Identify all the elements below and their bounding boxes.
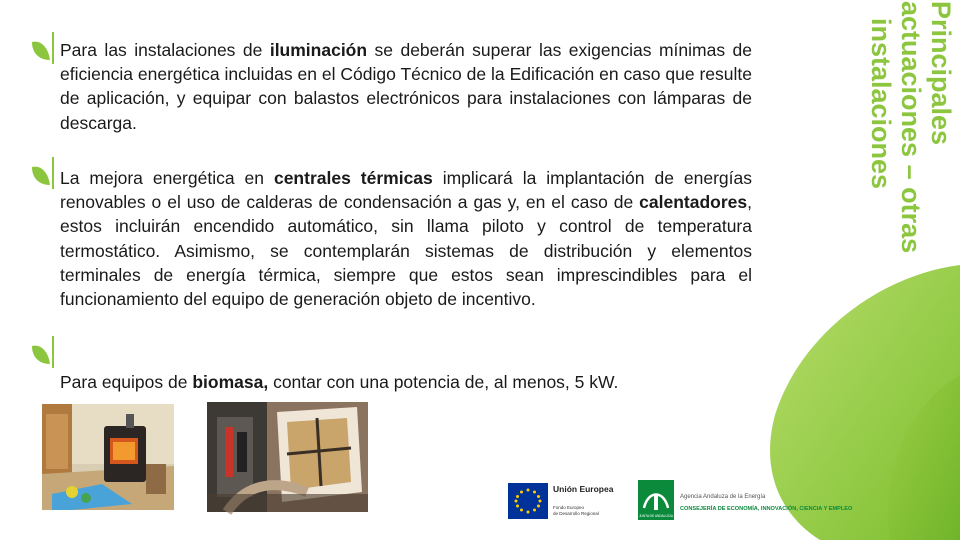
photo-pellet-stove xyxy=(42,404,174,510)
side-title-line3: instalaciones xyxy=(866,18,896,190)
paragraph-iluminacion xyxy=(60,38,752,135)
bold-term: centrales térmicas xyxy=(273,168,433,188)
text: Para equipos de xyxy=(60,372,193,392)
bold-term: biomasa, xyxy=(192,372,269,392)
junta-andalucia-logo xyxy=(638,480,853,522)
side-title xyxy=(845,0,956,265)
ministry-name: CONSEJERÍA DE ECONOMÍA, INNOVACIÓN, CIENCIA Y EMPLEO xyxy=(680,506,853,512)
eu-sub1: Fondo Europeo xyxy=(553,505,585,510)
leaf-bullet-icon xyxy=(30,32,56,64)
leaf-bullet-icon xyxy=(30,157,56,189)
paragraph-biomasa xyxy=(60,370,752,394)
bold-term: iluminación xyxy=(269,40,368,60)
text: , estos incluirán encendido automático, sin llama piloto y control de temperatura termostático. Asimismo, se contemplarán sistemas de distribución y elementos terminales de energía térmica, siempre que estos sean imprescindibles para el funcionamiento del equipo de generación objeto de incentivo. xyxy=(60,192,752,310)
photo-biomass-boiler xyxy=(207,402,368,512)
eu-title: Unión Europea xyxy=(553,484,614,494)
side-title-line1: Principales xyxy=(926,1,956,146)
text: La mejora energética en xyxy=(60,168,274,188)
eu-flag-icon xyxy=(508,483,548,519)
junta-small-text: JUNTA DE ANDALUCIA xyxy=(638,514,674,518)
side-title-line2: actuaciones – otras xyxy=(896,1,926,254)
text: se deberán superar las exigencias mínimas de eficiencia energética incluidas en el Código Técnico de la Edificación en caso que resulte de aplicación, y equipar con balastos electrónicos para instalaciones con lámparas de descarga. xyxy=(60,40,752,133)
text: Para las instalaciones de xyxy=(60,40,270,60)
bold-term: calentadores xyxy=(639,192,748,213)
eu-logo xyxy=(508,481,626,521)
text: contar con una potencia de, al menos, 5 kW. xyxy=(268,372,619,392)
text: implicará la implantación de energías renovables o el uso de calderas de condensación a gas y, en el caso de xyxy=(60,168,752,213)
paragraph-centrales-termicas xyxy=(60,166,752,311)
agency-name: Agencia Andaluza de la Energía xyxy=(680,494,766,500)
eu-sub2: de Desarrollo Regional xyxy=(553,511,599,516)
leaf-bullet-icon xyxy=(30,336,56,368)
